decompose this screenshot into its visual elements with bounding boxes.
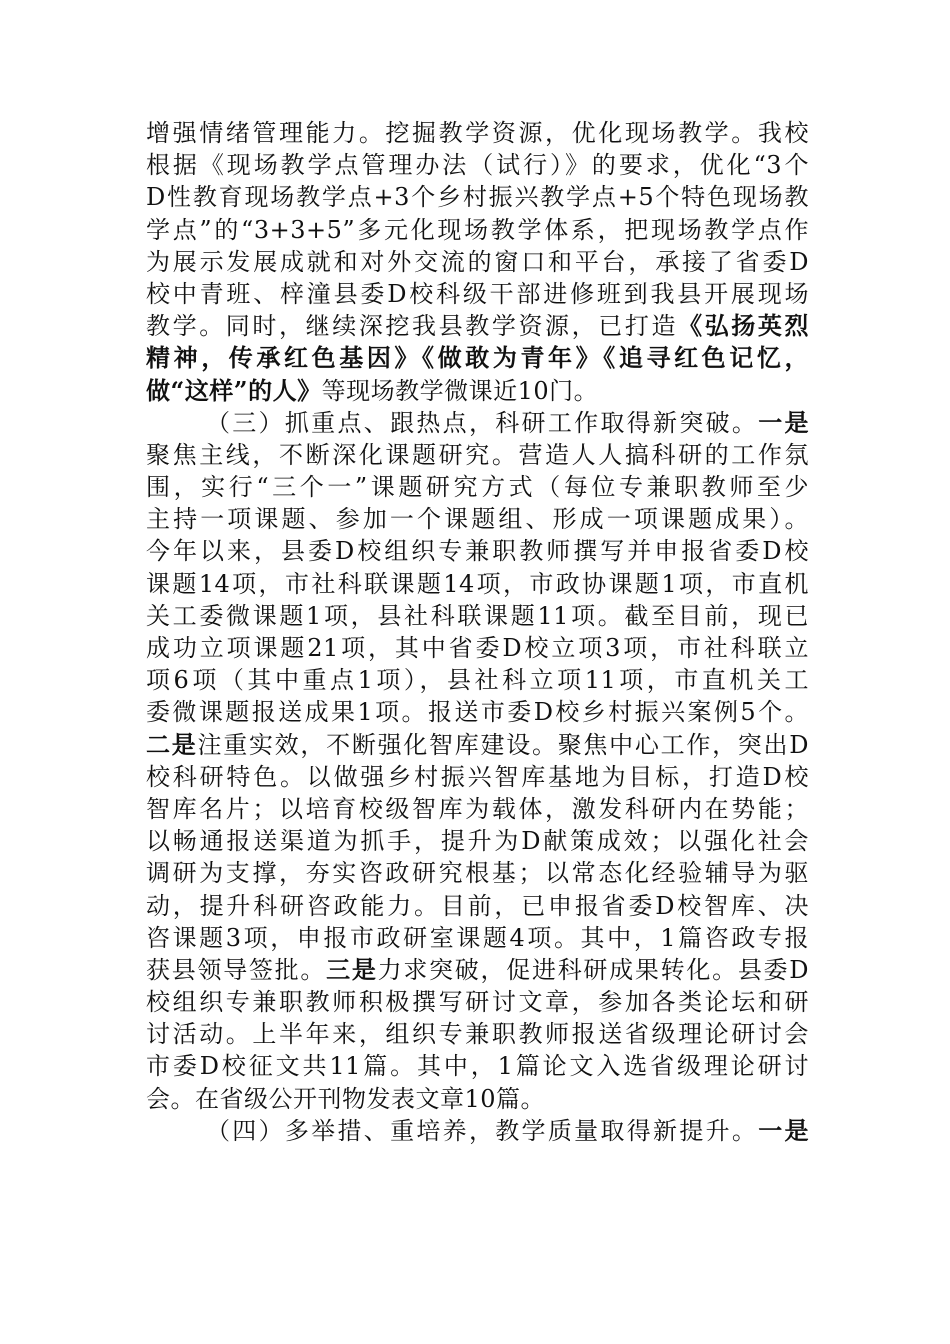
text-line: 动，提升科研咨政能力。目前，已申报省委D校智库、决 [146, 891, 809, 920]
text-line [146, 310, 809, 342]
section-heading-line [146, 407, 809, 439]
text-run: 注重实效，不断强化智库建设。聚焦中心工作，突出D [197, 730, 809, 759]
text-line [146, 729, 809, 761]
text-run: 获县领导签批。 [146, 955, 327, 984]
text-line: 围，实行“三个一”课题研究方式（每位专兼职教师至少 [146, 473, 809, 502]
text-line: 校中青班、梓潼县委D校科级干部进修班到我县开展现场 [146, 279, 809, 308]
bold-marker-first: 一是 [758, 407, 809, 437]
section-heading-line [146, 1115, 809, 1147]
text-line: 项6项（其中重点1项），县社科立项11项，市直机关工 [146, 666, 809, 695]
text-line: 市委D校征文共11篇。其中，1篇论文入选省级理论研讨 [146, 1052, 809, 1081]
text-line: 委微课题报送成果1项。报送市委D校乡村振兴案例5个。 [146, 698, 809, 727]
text-line: 讨活动。上半年来，组织专兼职教师报送省级理论研讨会 [146, 1020, 809, 1049]
text-run: 力求突破，促进科研成果转化。县委D [377, 955, 810, 984]
text-line: 关工委微课题1项，县社科联课题11项。截至目前，现已 [146, 601, 809, 630]
paragraph-1 [146, 117, 809, 407]
section-heading-3: （三）抓重点、跟热点，科研工作取得新突破。 [206, 408, 759, 437]
text-line: 聚焦主线，不断深化课题研究。营造人人搞科研的工作氛 [146, 440, 809, 469]
document-page [146, 117, 809, 1147]
text-line: D性教育现场教学点+3个乡村振兴教学点+5个特色现场教 [146, 183, 809, 212]
bold-marker-first: 一是 [758, 1115, 809, 1145]
text-line: 学点”的“3+3+5”多元化现场教学体系，把现场教学点作 [146, 215, 809, 244]
text-line: 今年以来，县委D校组织专兼职教师撰写并申报省委D校 [146, 537, 809, 566]
text-line [146, 954, 809, 986]
text-run: 等现场教学微课近10门。 [321, 376, 599, 405]
bold-course-titles-line: 精神，传承红色基因》《做敢为青年》《追寻红色记忆， [146, 343, 809, 373]
text-line: 调研为支撑，夯实咨政研究根基；以常态化经验辅导为驱 [146, 859, 809, 888]
text-line: 增强情绪管理能力。挖掘教学资源，优化现场教学。我校 [146, 119, 809, 147]
text-line: 智库名片；以培育校级智库为载体，激发科研内在势能； [146, 794, 809, 823]
text-line: 会。在省级公开刊物发表文章10篇。 [146, 1084, 546, 1113]
section-heading-4: （四）多举措、重培养，教学质量取得新提升。 [206, 1116, 759, 1145]
bold-marker-third: 三是 [326, 954, 378, 984]
text-line: 成功立项课题21项，其中省委D校立项3项，市社科联立 [146, 634, 809, 662]
text-line: 咨课题3项，申报市政研室课题4项。其中，1篇咨政专报 [146, 923, 809, 952]
text-line: 校科研特色。以做强乡村振兴智库基地为目标，打造D校 [146, 762, 809, 791]
text-line: 主持一项课题、参加一个课题组、形成一项课题成果）。 [146, 505, 809, 534]
bold-course-title: 《弘扬英烈 [678, 311, 810, 341]
paragraph-3 [146, 1115, 809, 1147]
text-line: 根据《现场教学点管理办法（试行）》的要求，优化“3个 [146, 151, 809, 180]
paragraph-2 [146, 407, 809, 1115]
text-line: 为展示发展成就和对外交流的窗口和平台，承接了省委D [146, 247, 809, 276]
text-line: 课题14项，市社科联课题14项，市政协课题1项，市直机 [146, 569, 809, 598]
text-line: 校组织专兼职教师积极撰写研讨文章，参加各类论坛和研 [146, 988, 809, 1017]
text-line [146, 375, 809, 407]
text-run: 教学。同时，继续深挖我县教学资源，已打造 [146, 312, 679, 341]
text-line: 以畅通报送渠道为抓手，提升为D献策成效；以强化社会 [146, 827, 809, 856]
bold-marker-second: 二是 [146, 729, 198, 759]
bold-course-title: 做“这样”的人》 [146, 375, 322, 405]
